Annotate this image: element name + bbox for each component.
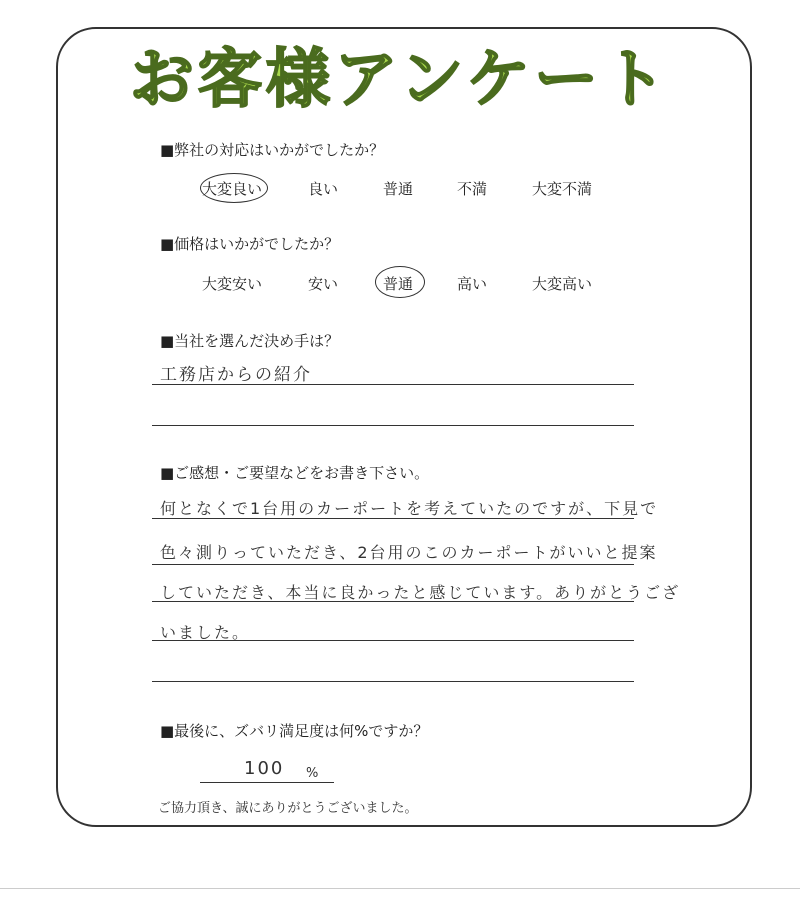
option-price-5: 大変高い [531,275,593,293]
survey-title: お客様アンケート [129,43,671,117]
option-service-5: 大変不満 [531,180,593,198]
answer-line [152,640,634,641]
question-comments: ■ご感想・ご要望などをお書き下さい。 [160,464,430,482]
answer-line [152,601,634,602]
satisfaction-line [200,782,334,783]
option-service-1: 大変良い [201,180,263,198]
answer-line [152,681,634,682]
question-reason: ■当社を選んだ決め手は？ [160,332,340,350]
question-price: ■価格はいかがでしたか？ [160,235,340,253]
page-bottom-rule [0,888,800,889]
satisfaction-unit: % [306,766,319,781]
answer-line [152,425,634,426]
option-price-3: 普通 [382,275,414,293]
answer-reason: 工務店からの紹介 [160,365,312,385]
answer-line [152,518,634,519]
satisfaction-value: 100 [244,758,285,779]
question-service: ■弊社の対応はいかがでしたか？ [160,141,385,159]
comment-line-1: 何となくで1台用のカーポートを考えていたのですが、下見で [160,499,659,518]
answer-line [152,564,634,565]
option-price-4: 高い [456,275,488,293]
comment-line-4: いました。 [160,623,251,642]
option-price-2: 安い [307,275,339,293]
option-service-2: 良い [307,180,339,198]
thanks-message: ご協力頂き、誠にありがとうございました。 [158,801,418,816]
comment-line-3: していただき、本当に良かったと感じています。ありがとうござ [160,583,681,602]
option-service-3: 普通 [382,180,414,198]
question-satisfaction: ■最後に、ズバリ満足度は何%ですか？ [160,722,429,740]
option-price-1: 大変安い [201,275,263,293]
option-service-4: 不満 [456,180,488,198]
answer-line [152,384,634,385]
comment-line-2: 色々測りっていただき、2台用のこのカーポートがいいと提案 [160,543,658,562]
